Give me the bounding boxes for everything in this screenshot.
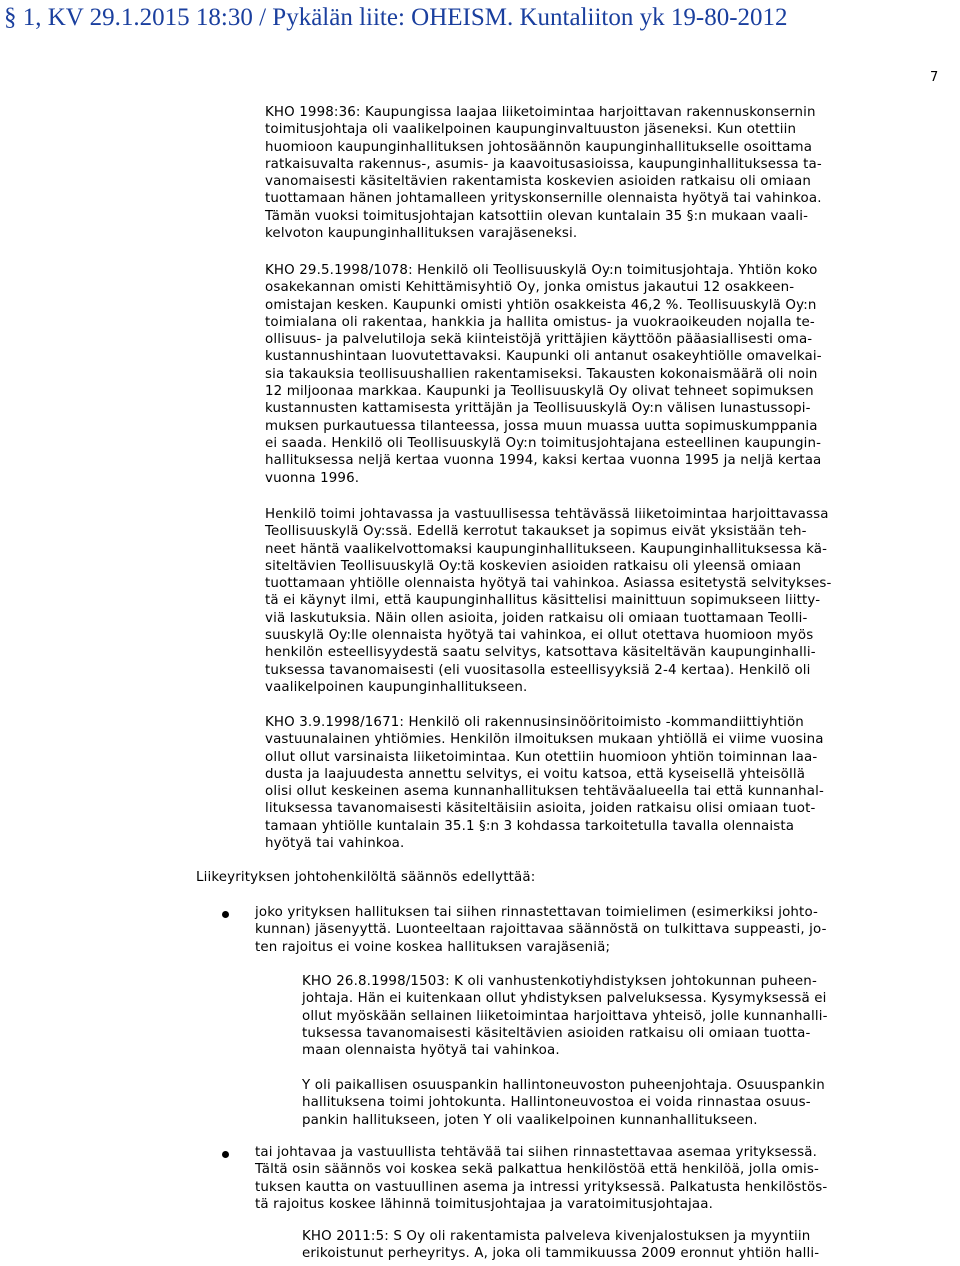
paragraph-kho-2011-5 <box>302 1228 819 1263</box>
text-line: viä laskutuksia. Näin ollen asioita, joiden ratkaisu oli omiaan tuottamaan Teolli- <box>265 610 808 626</box>
text-line: joko yrityksen hallituksen tai siihen rinnastettavan toimielimen (esimerkiksi johto- <box>255 905 819 920</box>
page-number: 7 <box>930 70 939 85</box>
text-line: ratkaisuvalta rakennus-, asumis- ja kaavoitusasioissa, kaupunginhallituksessa ta- <box>265 156 822 172</box>
text-line: vuonna 1996. <box>265 470 360 486</box>
text-line: neet häntä vaalikelvottomaksi kaupunginhallitukseen. Kaupunginhallituksessa kä- <box>265 541 828 557</box>
text-line: erikoistunut perheyritys. A, joka oli tammikuussa 2009 eronnut yhtiön halli- <box>302 1246 820 1262</box>
text-line: kelvoton kaupunginhallituksen varajäseneksi. <box>265 226 578 242</box>
text-line: Teollisuuskylä Oy:ssä. Edellä kerrotut takaukset ja sopimus eivät yksistään teh- <box>265 524 807 540</box>
text-line: ollisuus- ja palvelutiloja sekä kiinteistöjä yrittäjien käyttöön pääasiallisesti oma- <box>265 332 813 348</box>
text-line: vastuunalainen yhtiömies. Henkilön ilmoituksen mukaan yhtiöllä ei viime vuosina <box>265 732 824 748</box>
paragraph-kho-1998-36 <box>265 104 822 242</box>
text-line: suuskylä Oy:lle olennaista hyötyä tai vahinkoa, ei ollut otettava huomioon myös <box>265 628 814 644</box>
text-line: toimialana oli rakentaa, hankkia ja hallita omistus- ja vuokraoikeuden nojalla te- <box>265 314 815 330</box>
bullet-item-executive-position <box>255 1144 827 1213</box>
paragraph-osuuspankki-example <box>302 1077 825 1129</box>
text-line: Liikeyrityksen johtohenkilöltä säännös edellyttää: <box>196 870 536 885</box>
text-line: pankin hallitukseen, joten Y oli vaalikelpoinen kunnanhallitukseen. <box>302 1112 758 1128</box>
text-line: tuksessa tavanomaisesti käsiteltävien asioiden ratkaisu oli omiaan tuotta- <box>302 1025 811 1041</box>
text-line: ei saada. Henkilö oli Teollisuuskylä Oy:n toimitusjohtajana esteellinen kaupungin- <box>265 435 822 451</box>
text-line: ollut ollut varsinaista liiketoimintaa. Kun otettiin huomioon yhtiön toiminnan laa- <box>265 749 818 765</box>
text-line: tuottamaan hänen johtamalleen yrityskonsernille olennaista hyötyä tai vahinkoa. <box>265 191 822 207</box>
text-line: Y oli paikallisen osuuspankin hallintoneuvoston puheenjohtaja. Osuuspankin <box>302 1078 825 1093</box>
text-line: KHO 2011:5: S Oy oli rakentamista palveleva kivenjalostuksen ja myyntiin <box>302 1229 811 1244</box>
text-line: kustannushintaan luovutettavaksi. Kaupunki oli antanut osakeyhtiölle omavelkai- <box>265 349 822 365</box>
text-line: tä ei käynyt ilmi, että kaupunginhallitus käsittelisi mainittuun sopimukseen liitty- <box>265 593 821 609</box>
paragraph-requirements-intro <box>196 869 535 886</box>
bullet-item-board-membership <box>255 904 827 956</box>
text-line: tuottamaan yhtiölle olennaista hyötyä tai vahinkoa. Asiassa esitetystä selvitykses- <box>265 576 832 592</box>
paragraph-teollisuuskyla-analysis <box>265 506 832 696</box>
text-line: KHO 26.8.1998/1503: K oli vanhustenkotiyhdistyksen johtokunnan puheen- <box>302 974 817 989</box>
bullet-point <box>222 911 229 918</box>
text-line: omistajan kesken. Kaupunki omisti yhtiön osakkeista 46,2 %. Teollisuuskylä Oy:n <box>265 297 817 313</box>
text-line: muksen purkautuessa tilanteessa, jossa muun muassa uutta sopimuskumppania <box>265 418 818 434</box>
text-line: dusta ja laajuudesta annettu selvitys, ei voitu katsoa, että kyseisellä yhteisöllä <box>265 766 806 782</box>
text-line: kunnan) jäsenyyttä. Luonteeltaan rajoittavaa säännöstä on tulkittava suppeasti, jo- <box>255 922 827 938</box>
paragraph-kho-1998-1671 <box>265 714 824 852</box>
text-line: KHO 29.5.1998/1078: Henkilö oli Teollisuuskylä Oy:n toimitusjohtaja. Yhtiön koko <box>265 263 818 278</box>
paragraph-kho-1998-1503 <box>302 973 828 1059</box>
text-line: lituksessa tavanomaisesti käsiteltäisiin asioita, joiden ratkaisu olisi omiaan tuot- <box>265 801 816 817</box>
text-line: hyötyä tai vahinkoa. <box>265 836 405 852</box>
text-line: Tämän vuoksi toimitusjohtajan katsottiin olevan kuntalain 35 §:n mukaan vaali- <box>265 208 809 224</box>
text-line: tuksessa tavanomaisesti (eli vuositasolla esteellisyyksiä 2-4 kertaa). Henkilö oli <box>265 662 811 678</box>
text-line: ollut myöskään sellainen liiketoimintaa harjoittava yhteisö, jolle kunnanhalli- <box>302 1008 828 1024</box>
text-line: ten rajoitus ei voine koskea hallituksen varajäseniä; <box>255 939 611 955</box>
text-line: siteltävien Teollisuuskylä Oy:tä koskevien asioiden ratkaisu oli yleensä omiaan <box>265 558 802 574</box>
text-line: toimitusjohtaja oli vaalikelpoinen kaupunginvaltuuston jäseneksi. Kun otettiin <box>265 122 797 138</box>
paragraph-kho-1998-1078 <box>265 262 822 487</box>
text-line: tuksen kautta on vastuullinen asema ja intressi yrityksessä. Palkatusta henkilöstös- <box>255 1179 828 1195</box>
text-line: henkilön esteellisyydestä saatu selvitys, katsottava käsiteltävän kaupunginhalli- <box>265 645 816 661</box>
text-line: vaalikelpoinen kaupunginhallitukseen. <box>265 679 528 695</box>
text-line: Tältä osin säännös voi koskea sekä palkattua henkilöstöä että henkilöä, jolla omis- <box>255 1162 820 1178</box>
text-line: olisi ollut keskeinen asema kunnanhallituksen tehtäväalueella tai että kunnanhal- <box>265 784 825 800</box>
text-line: sia takauksia teollisuushallien rakentamiseksi. Takausten kokonaismäärä oli noin <box>265 366 818 382</box>
text-line: kustannusten kattamisesta yrittäjän ja Teollisuuskylä Oy:n välisen lunastussopi- <box>265 401 811 417</box>
text-line: KHO 3.9.1998/1671: Henkilö oli rakennusinsinööritoimisto -kommandiittiyhtiön <box>265 715 804 730</box>
bullet-point <box>222 1151 229 1158</box>
text-line: maan olennaista hyötyä tai vahinkoa. <box>302 1043 560 1059</box>
text-line: osakekannan omisti Kehittämisyhtiö Oy, jonka omistus jakautui 12 osakkeen- <box>265 280 795 296</box>
document-header: § 1, KV 29.1.2015 18:30 / Pykälän liite: OHEISM. Kuntaliiton yk 19-80-2012 <box>4 4 788 31</box>
text-line: huomioon kaupunginhallituksen johtosäännön kaupunginhallitukselle osoittama <box>265 139 813 155</box>
text-line: hallituksessa neljä kertaa vuonna 1994, kaksi kertaa vuonna 1995 ja neljä kertaa <box>265 453 822 469</box>
text-line: tai johtavaa ja vastuullista tehtävää tai siihen rinnastettavaa asemaa yrityksessä. <box>255 1145 818 1160</box>
text-line: 12 miljoonaa markkaa. Kaupunki ja Teollisuuskylä Oy olivat tehneet sopimuksen <box>265 384 814 400</box>
text-line: hallituksena toimi johtokunta. Hallintoneuvostoa ei voida rinnastaa osuus- <box>302 1095 811 1111</box>
text-line: Henkilö toimi johtavassa ja vastuullisessa tehtävässä liiketoimintaa harjoittavassa <box>265 507 829 522</box>
text-line: tä rajoitus koskee lähinnä toimitusjohtajaa ja varatoimitusjohtajaa. <box>255 1196 714 1212</box>
text-line: tamaan yhtiölle kuntalain 35.1 §:n 3 kohdassa tarkoitetulla tavalla olennaista <box>265 818 795 834</box>
text-line: KHO 1998:36: Kaupungissa laajaa liiketoimintaa harjoittavan rakennuskonsernin <box>265 105 816 120</box>
text-line: vanomaisesti käsiteltävien rakentamista koskevien asioiden ratkaisu oli omiaan <box>265 174 811 190</box>
text-line: johtaja. Hän ei kuitenkaan ollut yhdistyksen palveluksessa. Kysymyksessä ei <box>302 991 827 1007</box>
